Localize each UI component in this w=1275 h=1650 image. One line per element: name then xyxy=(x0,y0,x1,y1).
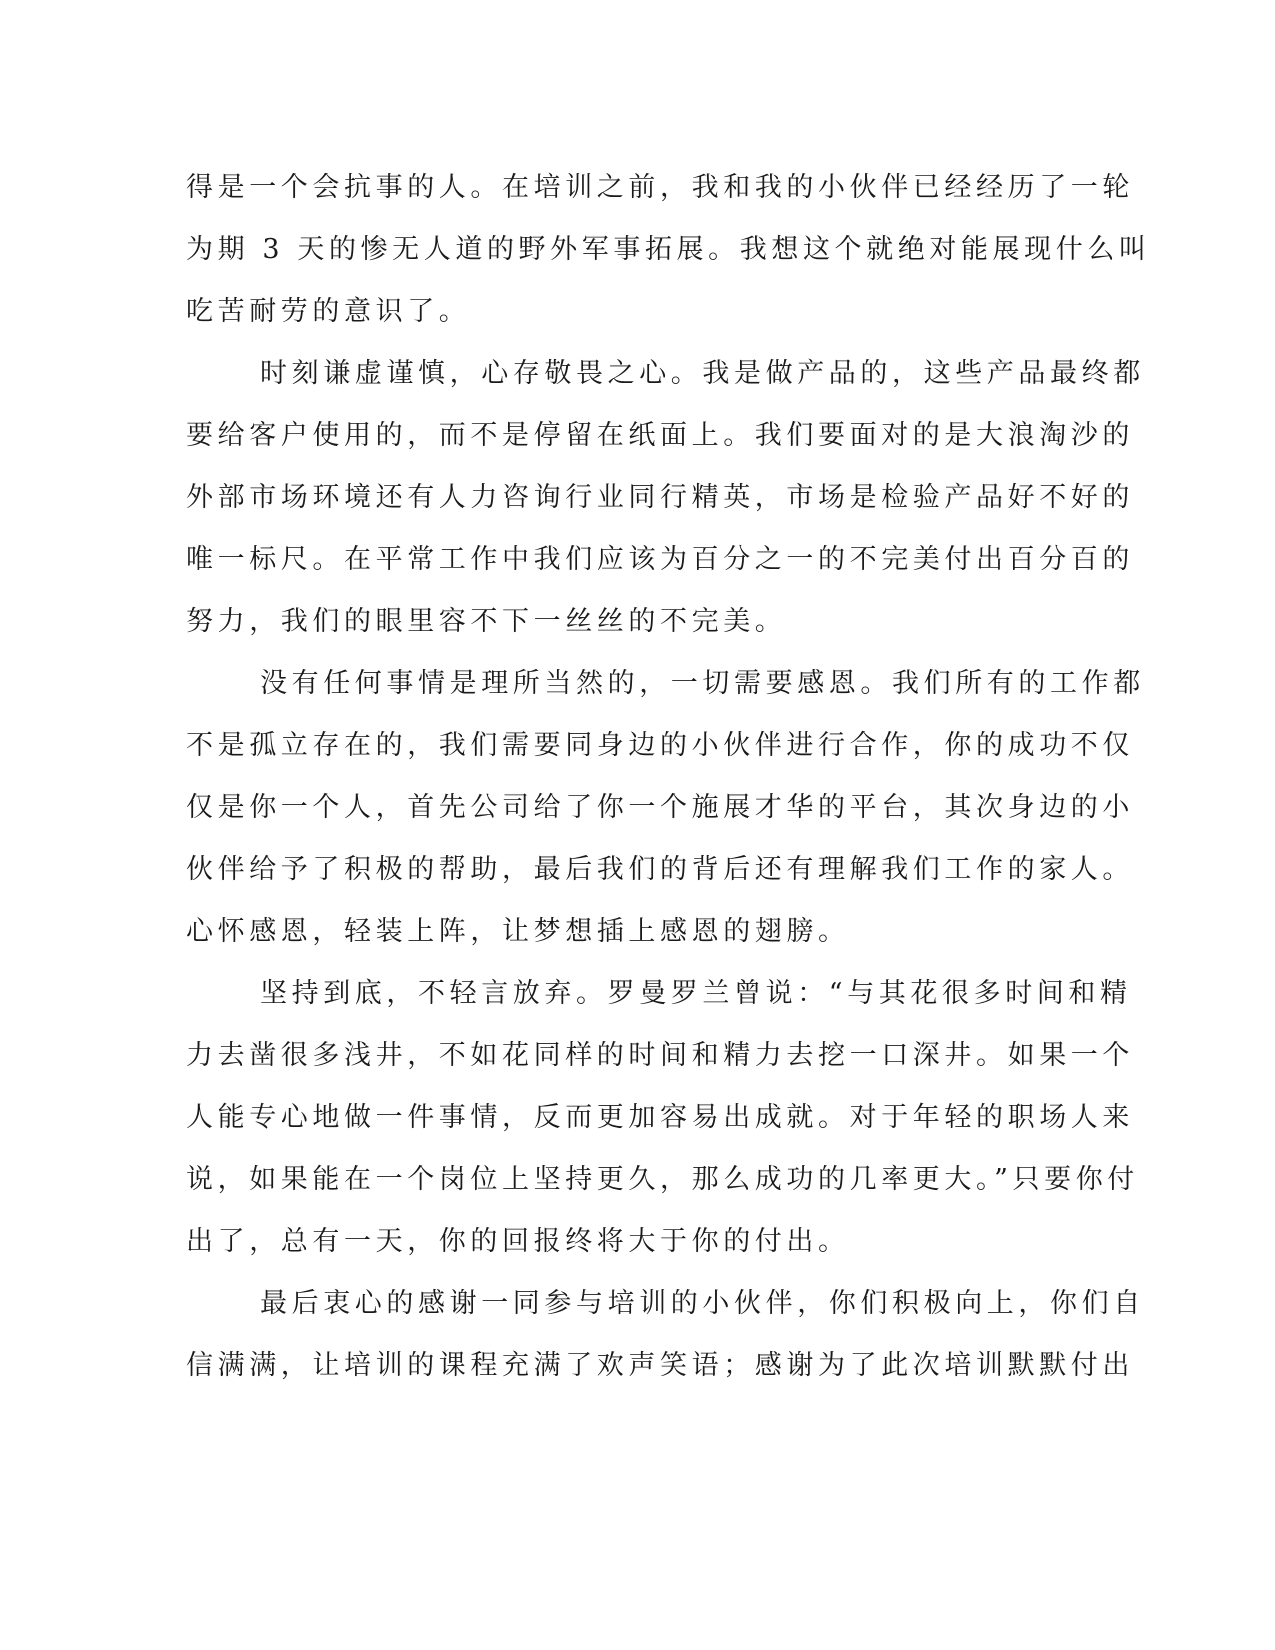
text-line: 仅是你一个人，首先公司给了你一个施展才华的平台，其次身边的小 xyxy=(186,792,1134,823)
text-line: 力去凿很多浅井，不如花同样的时间和精力去挖一口深井。如果一个 xyxy=(186,1040,1134,1071)
text-line: 人能专心地做一件事情，反而更加容易出成就。对于年轻的职场人来 xyxy=(186,1102,1134,1133)
text-line: 说，如果能在一个岗位上坚持更久，那么成功的几率更大。”只要你付 xyxy=(186,1164,1139,1195)
paragraph-first-line: 最后衷心的感谢一同参与培训的小伙伴，你们积极向上，你们自 xyxy=(260,1288,1145,1319)
paragraph-first-line: 时刻谦虚谨慎，心存敬畏之心。我是做产品的，这些产品最终都 xyxy=(260,358,1145,389)
text-line: 要给客户使用的，而不是停留在纸面上。我们要面对的是大浪淘沙的 xyxy=(186,420,1134,451)
text-line: 唯一标尺。在平常工作中我们应该为百分之一的不完美付出百分百的 xyxy=(186,544,1134,575)
text-line: 吃苦耐劳的意识了。 xyxy=(186,296,471,327)
text-line: 努力，我们的眼里容不下一丝丝的不完美。 xyxy=(186,606,787,637)
text-line: 为期 3 天的惨无人道的野外军事拓展。我想这个就绝对能展现什么叫 xyxy=(186,234,1151,265)
body-text xyxy=(186,157,1151,1397)
text-line: 伙伴给予了积极的帮助，最后我们的背后还有理解我们工作的家人。 xyxy=(186,854,1134,885)
text-line: 心怀感恩，轻装上阵，让梦想插上感恩的翅膀。 xyxy=(186,916,850,947)
text-line: 外部市场环境还有人力咨询行业同行精英，市场是检验产品好不好的 xyxy=(186,482,1134,513)
text-line: 出了，总有一天，你的回报终将大于你的付出。 xyxy=(186,1226,850,1257)
text-line: 不是孤立存在的，我们需要同身边的小伙伴进行合作，你的成功不仅 xyxy=(186,730,1134,761)
paragraph-first-line: 坚持到底，不轻言放弃。罗曼罗兰曾说：“与其花很多时间和精 xyxy=(260,978,1132,1009)
text-line: 信满满，让培训的课程充满了欢声笑语；感谢为了此次培训默默付出 xyxy=(186,1350,1134,1381)
paragraph-first-line: 没有任何事情是理所当然的，一切需要感恩。我们所有的工作都 xyxy=(260,668,1145,699)
text-line: 得是一个会抗事的人。在培训之前，我和我的小伙伴已经经历了一轮 xyxy=(186,172,1134,203)
